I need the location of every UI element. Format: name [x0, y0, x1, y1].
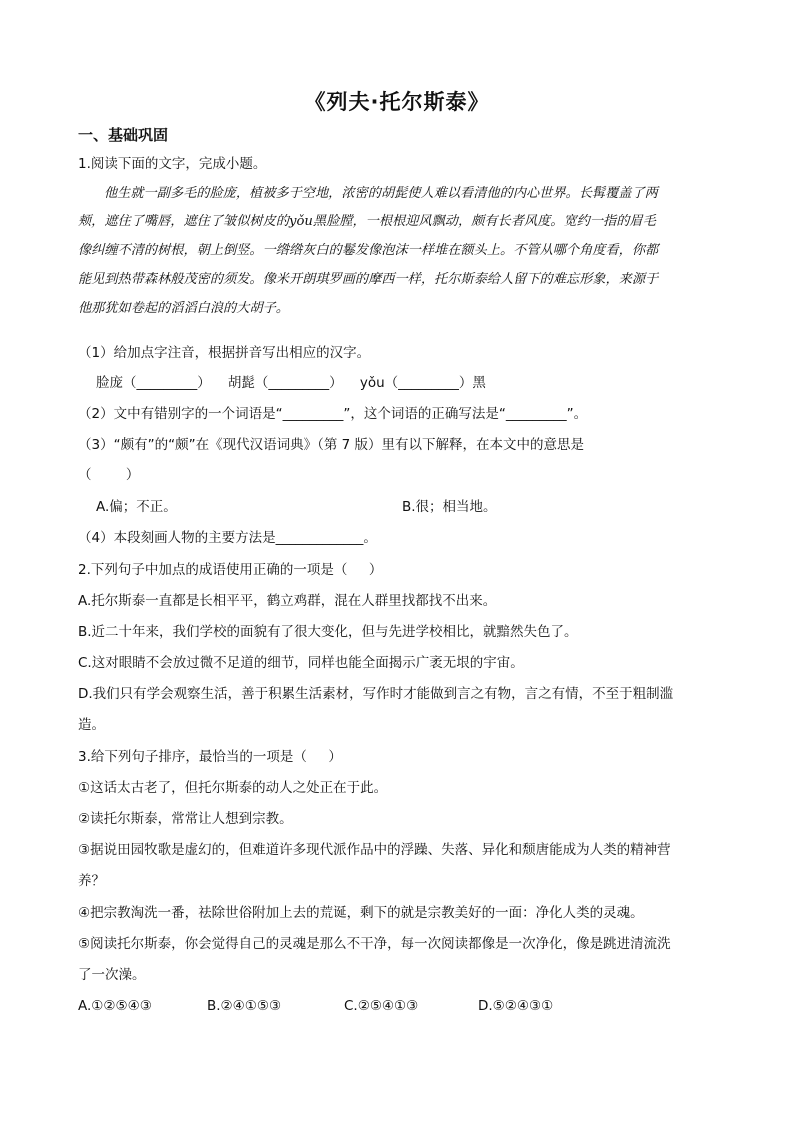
q1-stem: 1.阅读下面的文字，完成小题。	[78, 156, 267, 172]
q2-option-d: D.我们只有学会观察生活，善于积累生活素材，写作时才能做到言之有物，言之有情，不至于粗制滥	[78, 686, 674, 702]
q3-sentence-5: ⑤阅读托尔斯泰，你会觉得自己的灵魂是那么不干净，每一次阅读都像是一次净化，像是跳进清流洗	[78, 936, 671, 952]
passage-line: 像纠缠不清的树根，朝上倒竖。一绺绺灰白的鬈发像泡沫一样堆在额头上。不管从哪个角度看，你都	[78, 243, 659, 258]
q3-sentence-5-cont: 了一次澡。	[78, 967, 146, 983]
q3-option-d: D.⑤②④③①	[478, 998, 554, 1014]
q1-sub4: （4）本段刻画人物的主要方法是_____________。	[78, 530, 377, 546]
q3-option-b: B.②④①⑤③	[207, 998, 282, 1014]
q2-option-c: C.这对眼睛不会放过微不足道的细节，同样也能全面揭示广袤无垠的宇宙。	[78, 655, 524, 671]
q3-option-c: C.②⑤④①③	[344, 998, 419, 1014]
passage-line: 能见到热带森林般茂密的须发。像米开朗琪罗画的摩西一样，托尔斯泰给人留下的难忘形象，来源于	[78, 272, 659, 287]
section-heading: 一、基础巩固	[78, 126, 169, 144]
q3-sentence-3-cont: 养？	[78, 873, 105, 889]
q2-stem: 2.下列句子中加点的成语使用正确的一项是（ ）	[78, 562, 383, 578]
q1-sub3-option-a: A.偏；不正。	[96, 499, 177, 515]
q3-sentence-1: ①这话太古老了，但托尔斯泰的动人之处正在于此。	[78, 780, 388, 796]
passage-line: 颊，遮住了嘴唇，遮住了皱似树皮的yǒu黑脸膛，一根根迎风飘动，颇有长者风度。宽约一指的眉毛	[78, 214, 656, 229]
q1-sub3-answer-blank: （ ）	[78, 467, 140, 483]
q1-sub1-items: 脸庞（_________） 胡髭（_________） yǒu（_________）黑	[96, 375, 486, 391]
q1-sub3: （3）“颇有”的“颇”在《现代汉语词典》（第 7 版）里有以下解释，在本文中的意思是	[78, 437, 584, 453]
q2-option-d-cont: 造。	[78, 717, 105, 733]
q2-option-b: B.近二十年来，我们学校的面貌有了很大变化，但与先进学校相比，就黯然失色了。	[78, 624, 578, 640]
q1-sub1: （1）给加点字注音，根据拼音写出相应的汉字。	[78, 345, 371, 361]
q3-option-a: A.①②⑤④③	[78, 998, 152, 1014]
q3-sentence-3: ③据说田园牧歌是虚幻的，但难道许多现代派作品中的浮躁、失落、异化和颓唐能成为人类的精神营	[78, 842, 671, 858]
q2-option-a: A.托尔斯泰一直都是长相平平，鹤立鸡群，混在人群里找都找不出来。	[78, 593, 497, 609]
q1-sub3-option-b: B.很；相当地。	[402, 499, 497, 515]
q3-sentence-4: ④把宗教淘洗一番，祛除世俗附加上去的荒诞，剩下的就是宗教美好的一面：净化人类的灵魂。	[78, 905, 644, 921]
document-title: 《列夫·托尔斯泰》	[304, 90, 490, 114]
q1-sub2: （2）文中有错别字的一个词语是“_________”，这个词语的正确写法是“_________”。	[78, 406, 588, 422]
passage-line: 他那犹如卷起的滔滔白浪的大胡子。	[78, 301, 289, 316]
q3-stem: 3.给下列句子排序，最恰当的一项是（ ）	[78, 749, 342, 765]
passage-line: 他生就一副多毛的脸庞，植被多于空地，浓密的胡髭使人难以看清他的内心世界。长髯覆盖了两	[104, 186, 658, 201]
q3-sentence-2: ②读托尔斯泰，常常让人想到宗教。	[78, 811, 293, 827]
